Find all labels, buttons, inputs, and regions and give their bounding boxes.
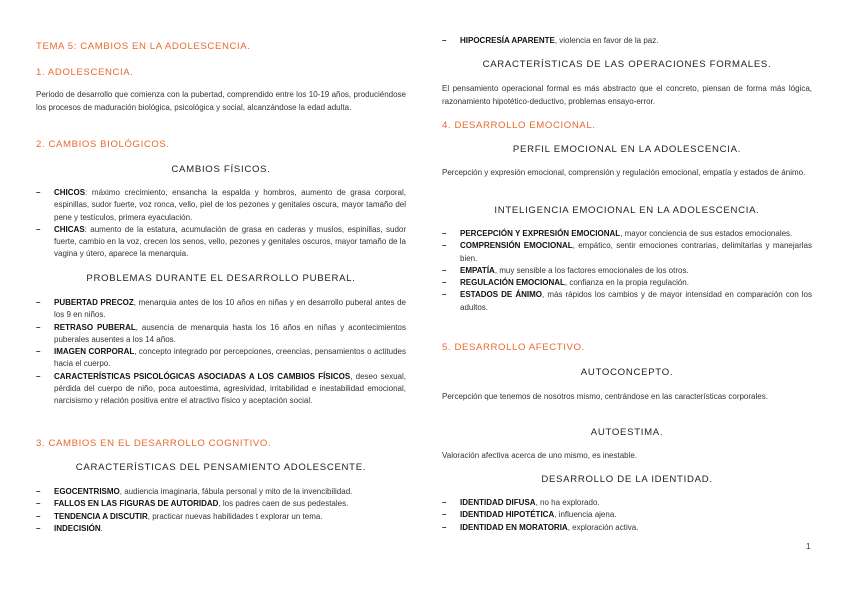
list-item: – FALLOS EN LAS FIGURAS DE AUTORIDAD, los padres caen de sus pedestales. — [36, 498, 406, 510]
identity-development-list — [442, 497, 812, 534]
formal-operations-text: El pensamiento operacional formal es más abstracto que el concreto, piensan de forma más lógica, razonamiento hipotético-deductivo, problemas ensayo-error. — [442, 84, 812, 106]
pubertal-problems-list — [36, 297, 406, 408]
main-title: TEMA 5: CAMBIOS EN LA ADOLESCENCIA. — [36, 41, 251, 52]
emotional-profile-text: Percepción y expresión emocional, comprensión y regulación emocional, empatía y estados de ánimo. — [442, 168, 806, 177]
list-item: – ESTADOS DE ÁNIMO, más rápidos los cambios y de mayor intensidad en comparación con los adultos. — [442, 289, 812, 314]
list-item: – EMPATÍA, muy sensible a los factores emocionales de los otros. — [442, 265, 812, 277]
adolescent-thought-list — [36, 486, 406, 535]
page-number: 1 — [806, 542, 811, 551]
section-2-heading: 2. CAMBIOS BIOLÓGICOS. — [36, 139, 170, 150]
self-concept-text: Percepción que tenemos de nosotros mismo, centrándose en las características corporales. — [442, 392, 768, 401]
list-item: – INDECISIÓN. — [36, 523, 406, 535]
physical-changes-list — [36, 187, 406, 261]
emotional-intelligence-list — [442, 228, 812, 314]
emotional-intelligence-title: INTELIGENCIA EMOCIONAL EN LA ADOLESCENCIA. — [494, 205, 760, 216]
list-item: – TENDENCIA A DISCUTIR, practicar nuevas habilidades t explorar un tema. — [36, 511, 406, 523]
section-4-heading: 4. DESARROLLO EMOCIONAL. — [442, 120, 596, 131]
list-item: – EGOCENTRISMO, audiencia imaginaria, fábula personal y mito de la invencibilidad. — [36, 486, 406, 498]
list-item: – PERCEPCIÓN Y EXPRESIÓN EMOCIONAL, mayor conciencia de sus estados emocionales. — [442, 228, 812, 240]
list-item: – HIPOCRESÍA APARENTE, violencia en favor de la paz. — [442, 35, 812, 47]
list-item: – CARACTERÍSTICAS PSICOLÓGICAS ASOCIADAS A LOS CAMBIOS FÍSICOS, deseo sexual, pérdida del cuerpo de niño, poca autoestima, agresividad, irritabilidad e inestabilidad emocional, narcisismo y relación positiva entre el atractivo físico y aceptación social. — [36, 371, 406, 408]
physical-changes-title: CAMBIOS FÍSICOS. — [171, 164, 271, 175]
emotional-profile-title: PERFIL EMOCIONAL EN LA ADOLESCENCIA. — [512, 144, 742, 155]
list-item: – IDENTIDAD EN MORATORIA, exploración activa. — [442, 522, 812, 534]
section-1-heading: 1. ADOLESCENCIA. — [36, 67, 134, 78]
list-item: – RETRASO PUBERAL, ausencia de menarquia hasta los 16 años en niñas y acontecimientos puberales ausentes a los 14 años. — [36, 322, 406, 347]
list-item: – IMAGEN CORPORAL, concepto integrado por percepciones, creencias, pensamientos o actitudes hacia el cuerpo. — [36, 346, 406, 371]
section-5-heading: 5. DESARROLLO AFECTIVO. — [442, 342, 585, 353]
section-3-heading: 3. CAMBIOS EN EL DESARROLLO COGNITIVO. — [36, 438, 272, 449]
identity-development-title: DESARROLLO DE LA IDENTIDAD. — [541, 474, 713, 485]
list-item: – CHICAS: aumento de la estatura, acumulación de grasa en caderas y muslos, espinillas, sudor fuerte, cambio en la voz, crecen los senos, vello, pezones y genitales oscuros, mayor tamaño de la vagina y útero, aparece la menarquia. — [36, 224, 406, 261]
self-esteem-title: AUTOESTIMA. — [590, 427, 664, 438]
list-item: – COMPRENSIÓN EMOCIONAL, empático, sentir emociones contrarias, delimitarlas y manejarlas bien. — [442, 240, 812, 265]
formal-operations-title: CARACTERÍSTICAS DE LAS OPERACIONES FORMALES. — [482, 59, 772, 70]
list-item: – CHICOS: máximo crecimiento, ensancha la espalda y hombros, aumento de grasa corporal, espinillas, sudor fuerte, voz ronca, vello, piel de los pezones y genitales oscura, mayor tamaño del pene y testículos, primera eyaculación. — [36, 187, 406, 224]
self-concept-title: AUTOCONCEPTO. — [580, 367, 674, 378]
adolescent-thought-title: CARACTERÍSTICAS DEL PENSAMIENTO ADOLESCENTE. — [75, 462, 367, 473]
pubertal-problems-title: PROBLEMAS DURANTE EL DESARROLLO PUBERAL. — [86, 273, 356, 284]
self-esteem-text: Valoración afectiva acerca de uno mismo, es inestable. — [442, 451, 638, 460]
adolescent-thought-list-continued — [442, 35, 812, 47]
section-1-text: Periodo de desarrollo que comienza con la pubertad, comprendido entre los 10-19 años, produciéndose los procesos de maduración biológica, psicológica y social, alcanzándose la edad adulta. — [36, 90, 406, 112]
list-item: – PUBERTAD PRECOZ, menarquia antes de los 10 años en niñas y en desarrollo puberal antes de los 9 en niños. — [36, 297, 406, 322]
list-item: – REGULACIÓN EMOCIONAL, confianza en la propia regulación. — [442, 277, 812, 289]
list-item: – IDENTIDAD DIFUSA, no ha explorado. — [442, 497, 812, 509]
list-item: – IDENTIDAD HIPOTÉTICA, influencia ajena. — [442, 509, 812, 521]
